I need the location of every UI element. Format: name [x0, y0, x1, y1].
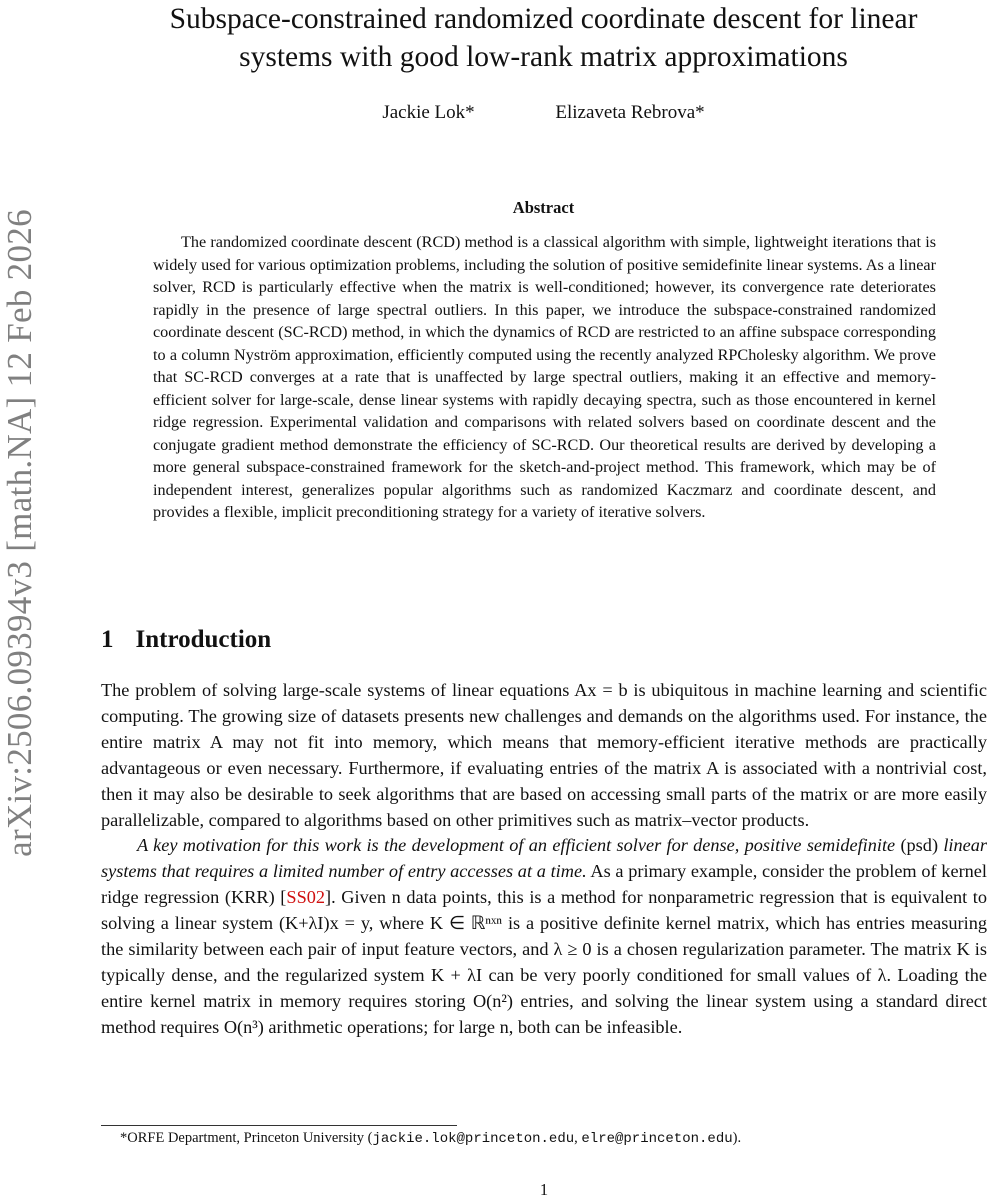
section-title: Introduction — [135, 626, 272, 653]
section-heading-introduction — [101, 626, 271, 654]
abstract-heading: Abstract — [512, 198, 575, 217]
author-2: Elizaveta Rebrova* — [555, 102, 705, 123]
paragraph-1: The problem of solving large-scale systems of linear equations Ax = b is ubiquitous in machine learning and scientific computing. The growing size of datasets presents new challenges and demands on the algorithms used. For instance, the entire matrix A may not fit into memory, which means that memory-efficient iterative methods are practically advantageous or even necessary. Furthermore, if evaluating entries of the matrix A is associated with a nontrivial cost, then it may also be desirable to seek algorithms that are based on accessing small parts of the matrix or are more easily parallelizable, compared to algorithms based on other primitives such as matrix–vector products. — [101, 680, 987, 830]
section-number: 1 — [101, 626, 114, 653]
arxiv-stamp — [0, 180, 40, 885]
title-line-2: systems with good low-rank matrix approximations — [239, 41, 848, 73]
paragraph-2 — [101, 833, 987, 1040]
authors — [100, 100, 987, 126]
paragraph-2-italic-2: linear systems that requires a limited number of entry accesses at a time. — [101, 835, 987, 882]
abstract-text: The randomized coordinate descent (RCD) method is a classical algorithm with simple, lightweight iterations that is widely used for various optimization problems, including the solution of positive semidefinite linear systems. As a linear solver, RCD is particularly effective when the matrix is well-conditioned; however, its convergence rate deteriorates rapidly in the presence of large spectral outliers. In this paper, we introduce the subspace-constrained randomized coordinate descent (SC-RCD) method, in which the dynamics of RCD are restricted to an affine subspace corresponding to a column Nyström approximation, efficiently computed using the recently analyzed RPCholesky algorithm. We prove that SC-RCD converges at a rate that is unaffected by large spectral outliers, making it an effective and memory-efficient solver for large-scale, dense linear systems with rapidly decaying spectra, such as those encountered in kernel ridge regression. Experimental validation and comparisons with related solvers based on coordinate descent and the conjugate gradient method demonstrate the efficiency of SC-RCD. Our theoretical results are derived by developing a more general subspace-constrained framework for the sketch-and-project method. This framework, which may be of independent interest, generalizes popular algorithms such as randomized Kaczmarz and coordinate descent, and provides a flexible, implicit preconditioning strategy for a variety of iterative solvers. — [153, 233, 936, 521]
footnote-text: *ORFE Department, Princeton University ( — [120, 1130, 373, 1146]
footnote — [120, 1128, 980, 1149]
introduction-body — [101, 678, 987, 1041]
footnote-separator: , — [574, 1130, 582, 1146]
email-link-1[interactable]: jackie.lok@princeton.edu — [372, 1131, 575, 1147]
author-1: Jackie Lok* — [382, 102, 475, 123]
paragraph-2-plain-2: As a primary example, consider the problem of kernel ridge regression (KRR) [ — [101, 861, 987, 908]
paragraph-2-plain-3: ]. Given n data points, this is a method for nonparametric regression that is equivalent to solving a linear system (K+λI)x = y, where K ∈ ℝⁿˣⁿ is a positive definite kernel matrix, which has entries measuring the similarity between each pair of input feature vectors, and λ ≥ 0 is a chosen regularization parameter. The matrix K is typically dense, and the regularized system K + λI can be very poorly conditioned for small values of λ. Loading the entire kernel matrix in memory requires storing O(n²) entries, and solving the linear system using a standard direct method requires O(n³) arithmetic operations; for large n, both can be infeasible. — [101, 887, 987, 1037]
arxiv-stamp-text: arXiv:2506.09394v3 [math.NA] 12 Feb 2026 — [0, 208, 40, 857]
title-line-1: Subspace-constrained randomized coordinate descent for linear — [169, 3, 918, 35]
email-link-2[interactable]: elre@princeton.edu — [581, 1131, 733, 1147]
paragraph-2-italic-1: A key motivation for this work is the development of an efficient solver for dense, positive semidefinite — [137, 835, 896, 856]
paper-title — [100, 0, 987, 76]
paragraph-2-plain-1: (psd) — [895, 835, 944, 856]
footnote-rule — [101, 1125, 457, 1126]
page-number: 1 — [539, 1180, 549, 1199]
footnote-end: ). — [732, 1130, 742, 1146]
citation-link-ss02[interactable]: SS02 — [286, 887, 326, 908]
